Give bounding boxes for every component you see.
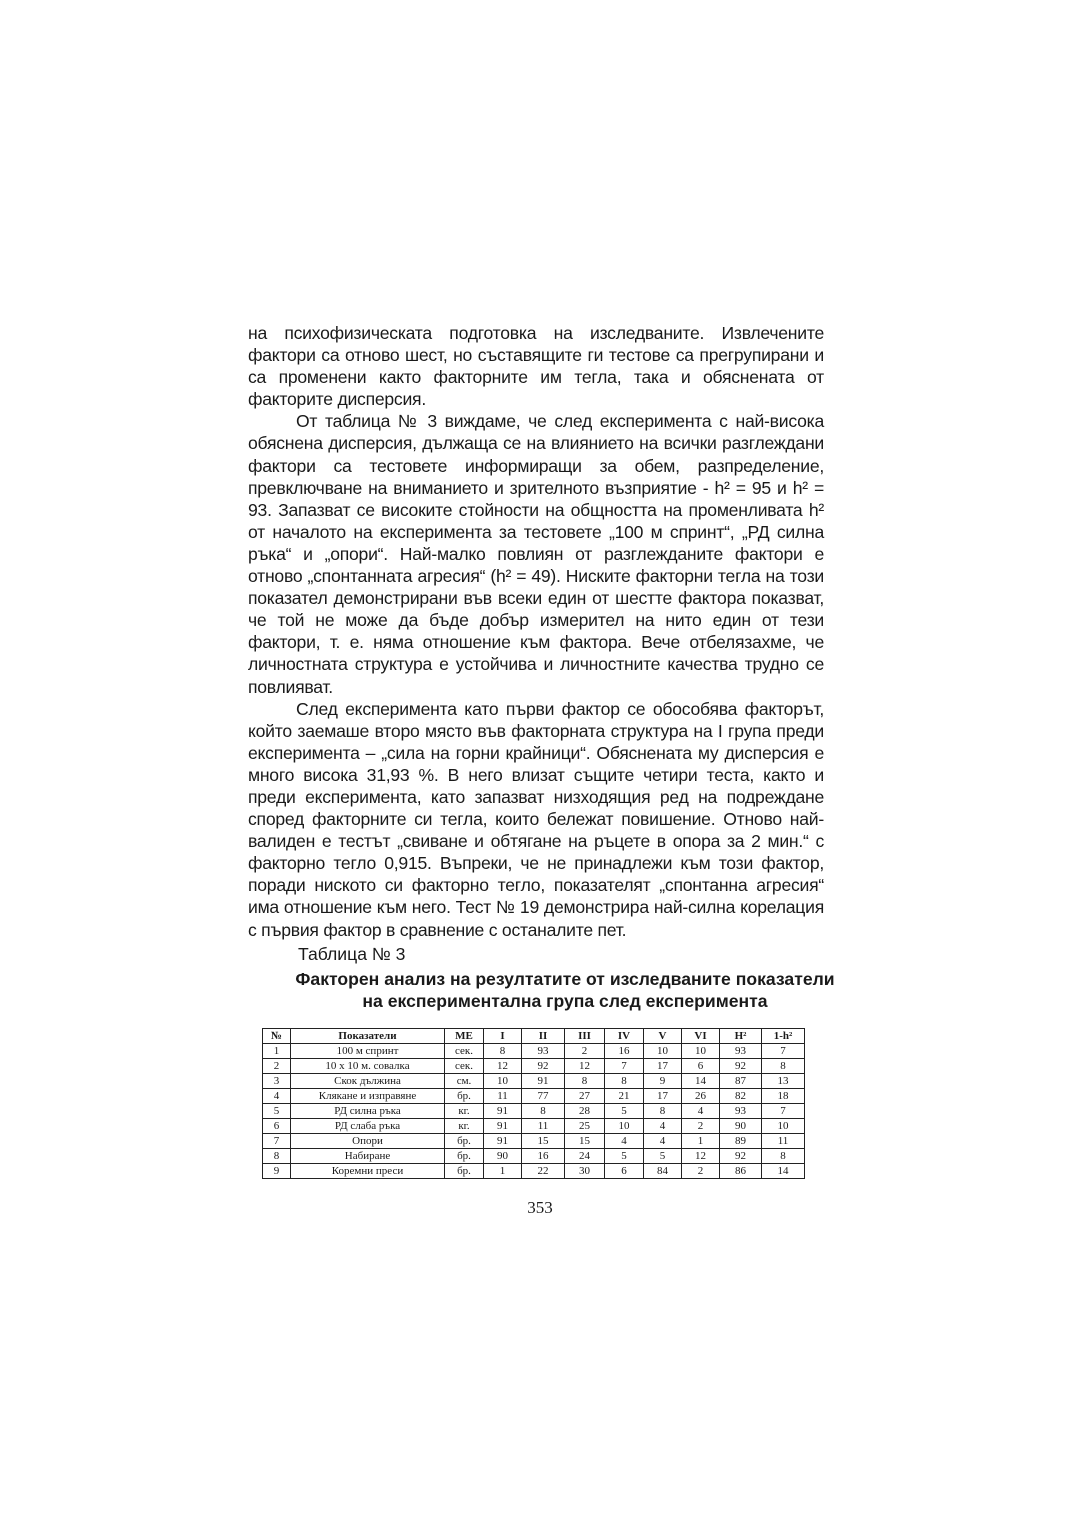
table-cell: РД силна ръка: [291, 1104, 445, 1119]
table-row: [263, 1134, 805, 1149]
table-cell: 9: [263, 1164, 291, 1179]
paragraph: От таблица № 3 виждаме, че след експеримента с най-висока обяснена дисперсия, дължаща се на влиянието на всички разглеждани фактори са тестовете информиращи за обем, разпределение, превключване на вниманието и зрителното възприятие - h² = 95 и h² = 93. Запазват се високите стойности на общността на променливата h² от началото на експеримента за тестовете „100 м спринт“, „РД силна ръка“ и „опори“. Най-малко повлиян от разглежданите фактори е отново „спонтанната агресия“ (h² = 49). Ниските факторни тегла на този показател демонстрирани във всеки един от шестте фактора показват, че той не може да бъде добър измерител на нито един от тези фактори, т. е. няма отношение към фактора. Вече отбелязахме, че личностната структура е устойчива и личностните качества трудно се повлияват.: [248, 411, 824, 697]
table-cell: 11: [522, 1119, 565, 1134]
table-cell: 90: [720, 1119, 762, 1134]
table-cell: 4: [263, 1089, 291, 1104]
table-cell: 4: [644, 1134, 682, 1149]
table-row: [263, 1074, 805, 1089]
table-cell: 93: [720, 1044, 762, 1059]
table-cell: 91: [484, 1134, 522, 1149]
table-cell: Скок дължина: [291, 1074, 445, 1089]
table-cell: 24: [565, 1149, 605, 1164]
column-header: Показатели: [291, 1029, 445, 1044]
table-cell: 84: [644, 1164, 682, 1179]
table-cell: 30: [565, 1164, 605, 1179]
table-cell: 11: [484, 1089, 522, 1104]
table-cell: 10: [644, 1044, 682, 1059]
table-cell: 5: [605, 1149, 644, 1164]
table-cell: 8: [522, 1104, 565, 1119]
table-cell: 10: [605, 1119, 644, 1134]
column-header: IV: [605, 1029, 644, 1044]
table-cell: кг.: [445, 1104, 484, 1119]
table-cell: 7: [762, 1104, 805, 1119]
table-cell: 2: [682, 1164, 720, 1179]
table-cell: сек.: [445, 1044, 484, 1059]
table-row: [263, 1059, 805, 1074]
table-cell: 91: [522, 1074, 565, 1089]
table-cell: 12: [565, 1059, 605, 1074]
column-header: МЕ: [445, 1029, 484, 1044]
table-cell: 92: [522, 1059, 565, 1074]
table-cell: кг.: [445, 1119, 484, 1134]
table-cell: бр.: [445, 1089, 484, 1104]
table-cell: 4: [644, 1119, 682, 1134]
table-header-row: [263, 1029, 805, 1044]
table-cell: 89: [720, 1134, 762, 1149]
table-cell: 10: [682, 1044, 720, 1059]
table-cell: 100 м спринт: [291, 1044, 445, 1059]
table-cell: 12: [682, 1149, 720, 1164]
table-row: [263, 1044, 805, 1059]
table-cell: 1: [263, 1044, 291, 1059]
table-cell: 22: [522, 1164, 565, 1179]
table-cell: 93: [720, 1104, 762, 1119]
column-header: №: [263, 1029, 291, 1044]
table-cell: 1: [682, 1134, 720, 1149]
table-cell: 17: [644, 1059, 682, 1074]
table-cell: 8: [565, 1074, 605, 1089]
table-cell: 82: [720, 1089, 762, 1104]
table-cell: бр.: [445, 1149, 484, 1164]
table-cell: 17: [644, 1089, 682, 1104]
table-cell: 8: [484, 1044, 522, 1059]
table-cell: 25: [565, 1119, 605, 1134]
table-cell: 13: [762, 1074, 805, 1089]
table-cell: 90: [484, 1149, 522, 1164]
table-cell: 7: [263, 1134, 291, 1149]
table-cell: сек.: [445, 1059, 484, 1074]
column-header: V: [644, 1029, 682, 1044]
table-cell: 4: [605, 1134, 644, 1149]
table-cell: 12: [484, 1059, 522, 1074]
table-cell: 14: [762, 1164, 805, 1179]
factor-table: [262, 1028, 805, 1179]
table-cell: 93: [522, 1044, 565, 1059]
table-cell: 92: [720, 1149, 762, 1164]
table-row: [263, 1164, 805, 1179]
paragraph: на психофизическата подготовка на изследваните. Извлечените фактори са отново шест, но съставящите ги тестове са прегрупирани и са променени както факторните им тегла, така и обяснената от факторите дисперсия.: [248, 323, 824, 410]
column-header: III: [565, 1029, 605, 1044]
table-cell: 10 х 10 м. совалка: [291, 1059, 445, 1074]
paragraph: След експеримента като първи фактор се обособява факторът, който заемаше второ място във факторната структура на I група преди експеримента – „сила на горни крайници“. Обяснената му дисперсия е много висока 31,93 %. В него влизат същите четири теста, както и преди експеримента, като запазват низходящия ред на подреждане според факторните си тегла, които бележат повишение. Отново най-валиден е тестът „свиване и обтягане на ръцете в опора за 2 мин.“ с факторно тегло 0,915. Въпреки, че не принадлежи към този фактор, поради ниското си факторно тегло, показателят „спонтанна агресия“ има отношение към него. Тест № 19 демонстрира най-силна корелация с първия фактор в сравнение с останалите пет.: [248, 698, 824, 940]
table-cell: 15: [522, 1134, 565, 1149]
body-text: [248, 322, 824, 941]
page-number: 353: [527, 1198, 553, 1217]
table-cell: 14: [682, 1074, 720, 1089]
table-cell: 86: [720, 1164, 762, 1179]
table-cell: 5: [605, 1104, 644, 1119]
table-cell: Опори: [291, 1134, 445, 1149]
table-cell: 8: [762, 1149, 805, 1164]
table-cell: 6: [682, 1059, 720, 1074]
table-title-line: на експериментална група след експеримента: [362, 991, 768, 1011]
table-row: [263, 1089, 805, 1104]
table-cell: 2: [682, 1119, 720, 1134]
table-cell: Коремни преси: [291, 1164, 445, 1179]
column-header: I: [484, 1029, 522, 1044]
table-cell: 2: [565, 1044, 605, 1059]
column-header: 1-h²: [762, 1029, 805, 1044]
table-cell: 26: [682, 1089, 720, 1104]
table-cell: 77: [522, 1089, 565, 1104]
table-cell: 21: [605, 1089, 644, 1104]
table-title: [250, 968, 880, 1012]
table-label: Таблица № 3: [298, 944, 406, 964]
table-cell: Набиране: [291, 1149, 445, 1164]
table-cell: 5: [644, 1149, 682, 1164]
table-cell: РД слаба ръка: [291, 1119, 445, 1134]
table-cell: 5: [263, 1104, 291, 1119]
table-cell: 10: [762, 1119, 805, 1134]
table-cell: 92: [720, 1059, 762, 1074]
table-cell: 15: [565, 1134, 605, 1149]
table-cell: 16: [522, 1149, 565, 1164]
table-cell: 10: [484, 1074, 522, 1089]
table-row: [263, 1119, 805, 1134]
table-cell: 8: [644, 1104, 682, 1119]
table-title-line: Факторен анализ на резултатите от изследваните показатели: [295, 969, 835, 989]
table-cell: бр.: [445, 1134, 484, 1149]
table-cell: 8: [762, 1059, 805, 1074]
table-body: [263, 1044, 805, 1179]
table-cell: 1: [484, 1164, 522, 1179]
table-cell: 27: [565, 1089, 605, 1104]
table-cell: 11: [762, 1134, 805, 1149]
table-row: [263, 1104, 805, 1119]
table-cell: 7: [605, 1059, 644, 1074]
table-cell: 6: [605, 1164, 644, 1179]
table-cell: см.: [445, 1074, 484, 1089]
table-cell: 8: [605, 1074, 644, 1089]
column-header: VI: [682, 1029, 720, 1044]
column-header: II: [522, 1029, 565, 1044]
table-cell: 18: [762, 1089, 805, 1104]
column-header: H²: [720, 1029, 762, 1044]
table-cell: 3: [263, 1074, 291, 1089]
table-cell: 16: [605, 1044, 644, 1059]
table-cell: 91: [484, 1119, 522, 1134]
table-cell: 28: [565, 1104, 605, 1119]
table-cell: 8: [263, 1149, 291, 1164]
table-cell: 7: [762, 1044, 805, 1059]
table-cell: бр.: [445, 1164, 484, 1179]
table-cell: 9: [644, 1074, 682, 1089]
table-cell: 91: [484, 1104, 522, 1119]
table-cell: 2: [263, 1059, 291, 1074]
table-cell: 87: [720, 1074, 762, 1089]
table-cell: 4: [682, 1104, 720, 1119]
table-row: [263, 1149, 805, 1164]
table-cell: 6: [263, 1119, 291, 1134]
table-cell: Клякане и изправяне: [291, 1089, 445, 1104]
